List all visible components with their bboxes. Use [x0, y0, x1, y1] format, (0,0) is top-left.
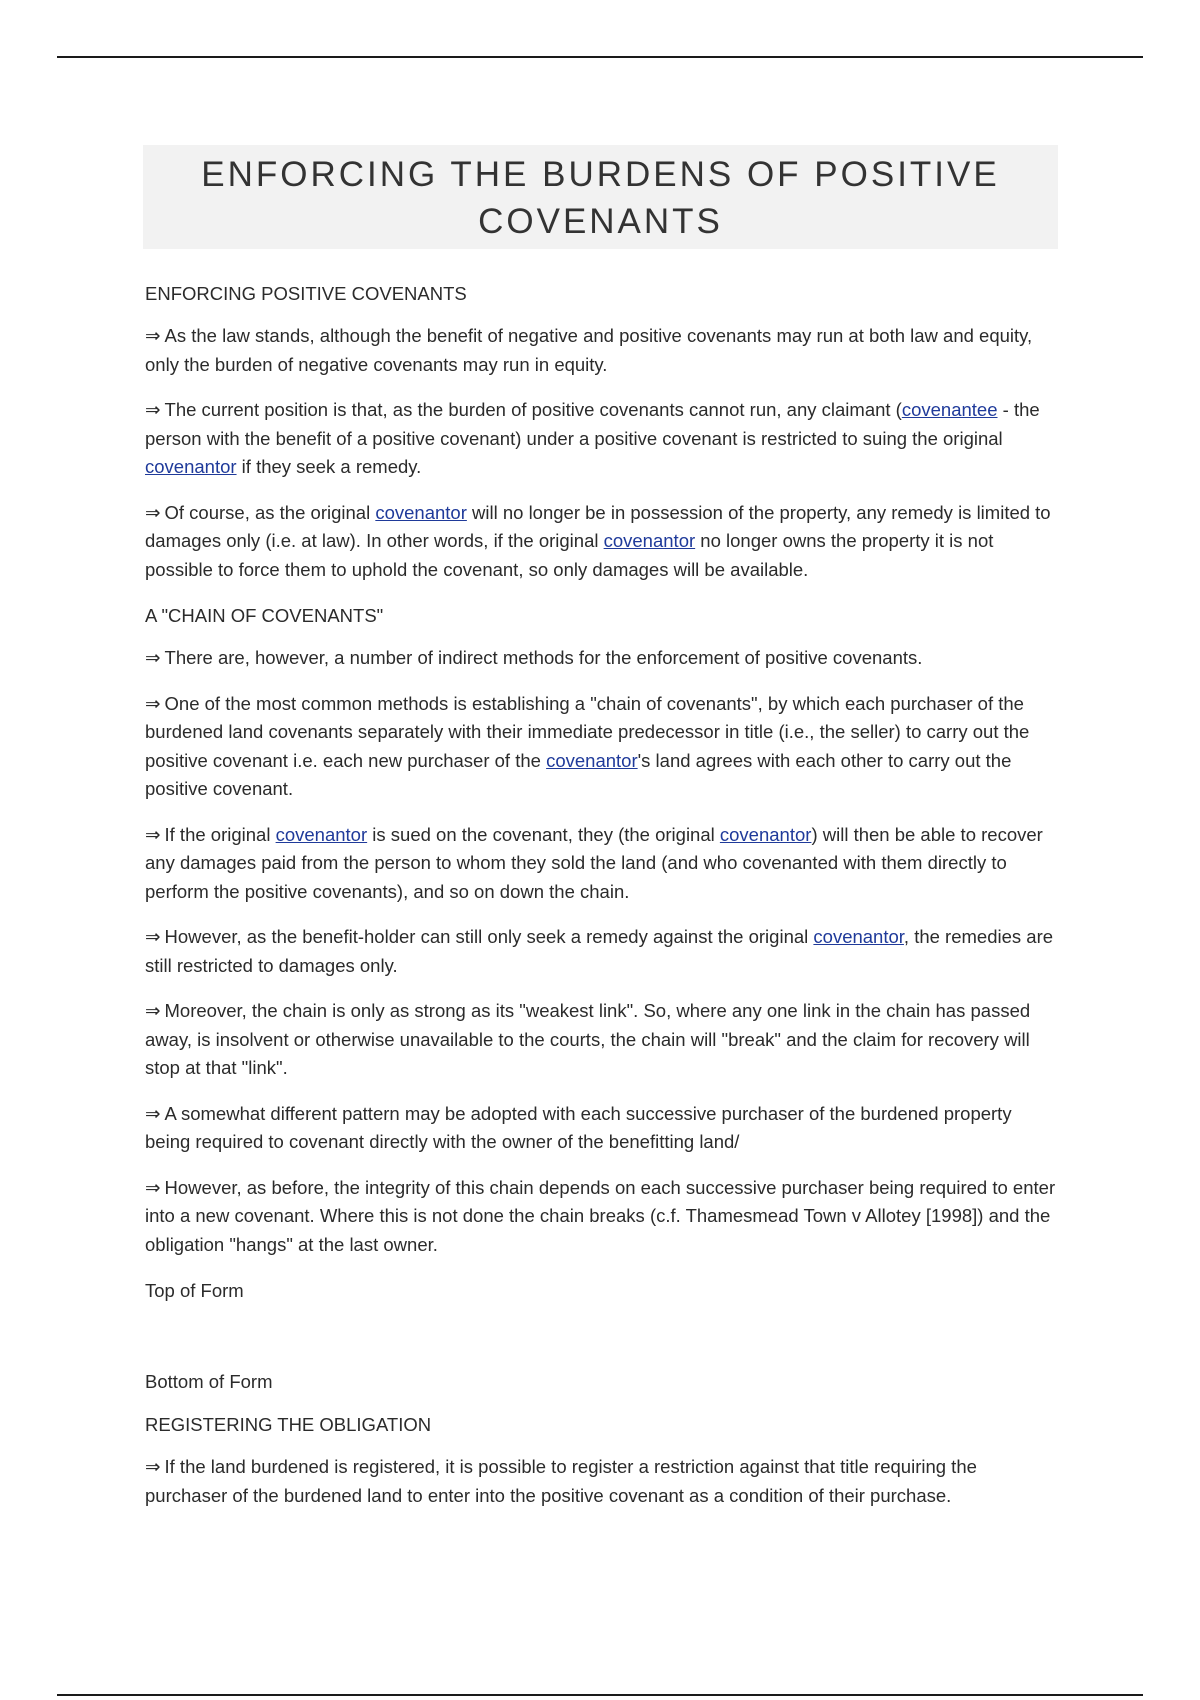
- arrow-icon: ⇒: [145, 926, 161, 947]
- paragraph-2: ⇒ The current position is that, as the burden of positive covenants cannot run, any claimant (covenantee - the person with the benefit of a positive covenant) under a positive covenant is restricted to suing the original covenantor if they seek a remedy.: [145, 399, 1040, 477]
- paragraph-11: ⇒ If the land burdened is registered, it is possible to register a restriction against that title requiring the purchaser of the burdened land to enter into the positive covenant as a condition of their purchase.: [145, 1456, 977, 1506]
- header-rule: [57, 56, 1143, 58]
- arrow-icon: ⇒: [145, 1176, 161, 1198]
- paragraph-3: ⇒ Of course, as the original covenantor will no longer be in possession of the property, any remedy is limited to damages only (i.e. at law). In other words, if the original covenantor no longer owns the property it is not possible to force them to uphold the covenant, so only damages will be available.: [145, 501, 1051, 580]
- paragraph-10: ⇒ However, as before, the integrity of this chain depends on each successive purchaser being required to enter into a new covenant. Where this is not done the chain breaks (c.f. Thamesmead Town v Allotey [1998]) and the obligation "hangs" at the last owner.: [145, 1176, 1056, 1255]
- arrow-icon: ⇒: [145, 501, 161, 523]
- covenantor-link[interactable]: covenantor: [546, 749, 638, 771]
- paragraph-6: ⇒ If the original covenantor is sued on the covenant, they (the original covenantor) will then be able to recover any damages paid from the person to whom they sold the land (and who covenanted with them directly to perform the positive covenants), and so on down the chain.: [145, 823, 1043, 902]
- section-heading-enforcing: ENFORCING POSITIVE COVENANTS: [145, 283, 467, 304]
- arrow-icon: ⇒: [145, 692, 161, 714]
- covenantor-link[interactable]: covenantor: [375, 501, 467, 523]
- covenantor-link[interactable]: covenantor: [145, 456, 237, 477]
- paragraph-7: ⇒ However, as the benefit-holder can still only seek a remedy against the original covenantor, the remedies are still restricted to damages only.: [145, 926, 1054, 976]
- arrow-icon: ⇒: [145, 1000, 161, 1021]
- paragraph-8: ⇒ Moreover, the chain is only as strong as its "weakest link". So, where any one link in the chain has passed away, is insolvent or otherwise unavailable to the courts, the chain will "break" and the claim for recovery will stop at that "link".: [145, 1000, 1031, 1078]
- covenantor-link[interactable]: covenantor: [603, 530, 696, 551]
- arrow-icon: ⇒: [145, 1456, 161, 1477]
- arrow-icon: ⇒: [145, 325, 161, 346]
- paragraph-9: ⇒ A somewhat different pattern may be adopted with each successive purchaser of the burdened property being required to covenant directly with the owner of the benefitting land/: [145, 1102, 1012, 1152]
- covenantee-link[interactable]: covenantee: [901, 399, 998, 420]
- covenantor-link[interactable]: covenantor: [719, 823, 812, 845]
- covenantor-link[interactable]: covenantor: [275, 823, 368, 845]
- arrow-icon: ⇒: [145, 1102, 161, 1124]
- paragraph-5: ⇒ One of the most common methods is establishing a "chain of covenants", by which each purchaser of the burdened land covenants separately with their immediate predecessor in title (i.e., the seller) to carry out the positive covenant i.e. each new purchaser of the covenantor's land agrees with each other to carry out the positive covenant.: [145, 692, 1030, 799]
- section-heading-registering: REGISTERING THE OBLIGATION: [145, 1414, 432, 1435]
- form-spacer: [143, 1319, 1058, 1367]
- footer-rule: [57, 1694, 1143, 1696]
- top-of-form-label: Top of Form: [145, 1280, 244, 1301]
- paragraph-1: ⇒ As the law stands, although the benefit of negative and positive covenants may run at both law and equity, only the burden of negative covenants may run in equity.: [145, 325, 1033, 375]
- section-heading-chain: A "CHAIN OF COVENANTS": [145, 605, 384, 626]
- paragraph-4: ⇒ There are, however, a number of indirect methods for the enforcement of positive covenants.: [145, 647, 923, 668]
- document-body: [143, 145, 1058, 1527]
- bottom-of-form-label: Bottom of Form: [145, 1371, 273, 1392]
- arrow-icon: ⇒: [145, 823, 161, 845]
- document-title: ENFORCING THE BURDENS OF POSITIVE COVENANTS: [201, 155, 1000, 241]
- title-banner: [143, 145, 1058, 249]
- covenantor-link[interactable]: covenantor: [813, 926, 904, 947]
- arrow-icon: ⇒: [145, 647, 161, 668]
- arrow-icon: ⇒: [145, 399, 161, 420]
